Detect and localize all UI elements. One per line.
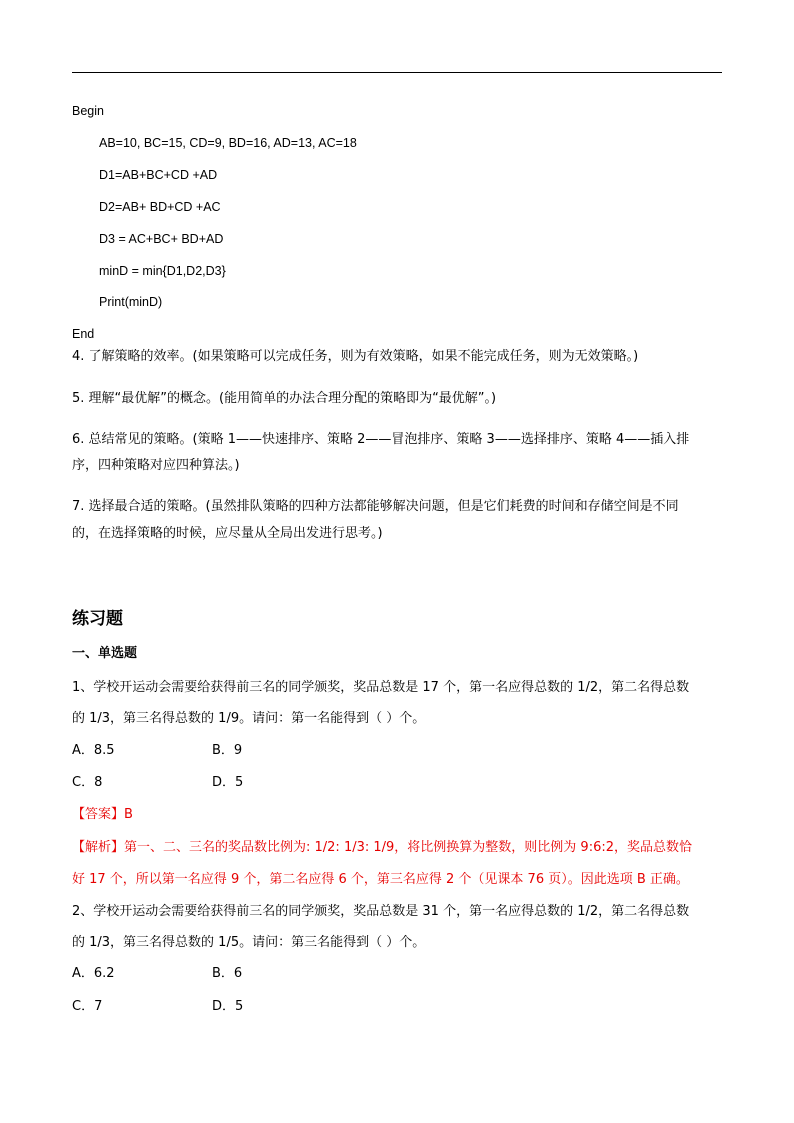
point-7-cont: 的，在选择策略的时候，应尽量从全局出发进行思考。) (72, 526, 383, 541)
point-5: 5. 理解“最优解”的概念。(能用简单的办法合理分配的策略即为“最优解”。) (72, 391, 497, 406)
header-rule (72, 72, 722, 73)
q1-analysis: 【解析】第一、二、三名的奖品数比例为: 1/2: 1/3: 1/9，将比例换算为整数，则比例为 9:6:2，奖品总数恰 (72, 840, 693, 855)
q2-option-a: A．6.2 (72, 966, 115, 981)
q2-option-c: C．7 (72, 999, 103, 1014)
question-1-text-cont: 的 1/3，第三名得总数的 1/9。请问：第一名能得到（ ）个。 (72, 711, 426, 726)
pseudocode-line: D1=AB+BC+CD +AD (99, 168, 218, 182)
q2-option-d: D．5 (212, 999, 244, 1014)
q1-option-d: D．5 (212, 775, 244, 790)
q1-option-b: B．9 (212, 743, 243, 758)
pseudocode-line: minD = min{D1,D2,D3} (99, 264, 226, 278)
exercise-title: 练习题 (72, 609, 123, 629)
point-6: 6. 总结常见的策略。(策略 1——快速排序、策略 2——冒泡排序、策略 3——选择排序、策略 4——插入排 (72, 432, 690, 447)
point-7: 7. 选择最合适的策略。(虽然排队策略的四种方法都能够解决问题，但是它们耗费的时间和存储空间是不同 (72, 499, 679, 514)
pseudocode-line: Print(minD) (99, 295, 163, 309)
pseudocode-line: D2=AB+ BD+CD +AC (99, 200, 221, 214)
q1-option-c: C．8 (72, 775, 103, 790)
q2-option-b: B．6 (212, 966, 243, 981)
q1-analysis-cont: 好 17 个，所以第一名应得 9 个，第二名应得 6 个，第三名应得 2 个（见课本 76 页）。因此选项 B 正确。 (72, 872, 689, 887)
q1-answer: 【答案】B (72, 807, 133, 822)
pseudocode-line: D3 = AC+BC+ BD+AD (99, 232, 224, 246)
question-2-text: 2、学校开运动会需要给获得前三名的同学颁奖，奖品总数是 31 个，第一名应得总数的 1/2，第二名得总数 (72, 904, 690, 919)
pseudocode-begin: Begin (72, 104, 104, 118)
question-2-text-cont: 的 1/3，第三名得总数的 1/5。请问：第三名能得到（ ）个。 (72, 935, 426, 950)
section-title: 一、单选题 (72, 646, 138, 661)
pseudocode-end: End (72, 327, 95, 341)
q1-option-a: A．8.5 (72, 743, 115, 758)
point-4: 4. 了解策略的效率。(如果策略可以完成任务，则为有效策略，如果不能完成任务，则为无效策略。) (72, 349, 639, 364)
point-6-cont: 序，四种策略对应四种算法。) (72, 458, 240, 473)
question-1-text: 1、学校开运动会需要给获得前三名的同学颁奖，奖品总数是 17 个，第一名应得总数的 1/2，第二名得总数 (72, 680, 690, 695)
pseudocode-line: AB=10, BC=15, CD=9, BD=16, AD=13, AC=18 (99, 136, 357, 150)
